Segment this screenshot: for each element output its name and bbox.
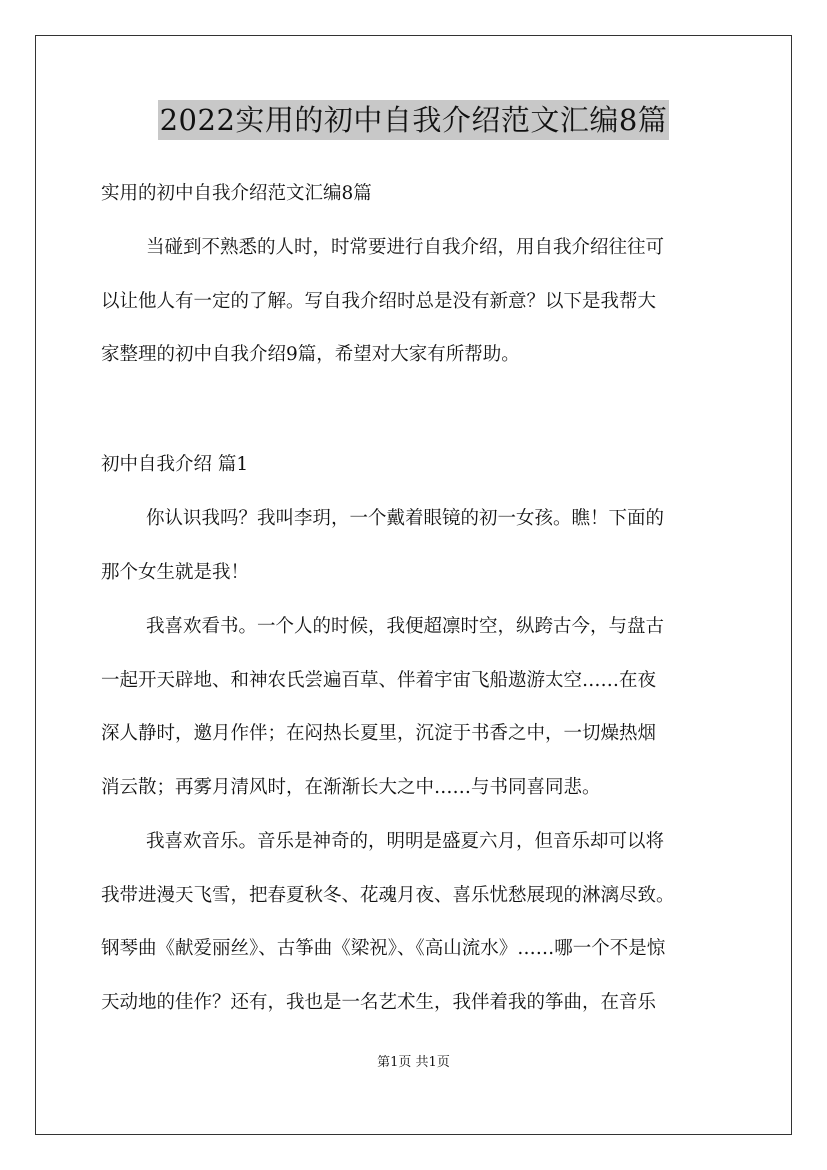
document-subtitle (101, 167, 741, 221)
body-paragraph-2 (101, 600, 741, 814)
subtitle-text: 实用的初中自我介绍范文汇编8篇 (101, 183, 372, 204)
page-footer (0, 1053, 827, 1073)
paragraph-line: 我喜欢看书。一个人的时候，我便超凛时空，纵跨古今，与盘古 (146, 616, 665, 637)
body-paragraph-1 (101, 492, 741, 599)
paragraph-line: 当碰到不熟悉的人时，时常要进行自我介绍，用自我介绍往往可 (146, 237, 665, 258)
paragraph-line: 深人静时，邀月作伴；在闷热长夏里，沉淀于书香之中，一切燥热烟 (101, 723, 657, 745)
paragraph-line: 一起开天辟地、和神农氏尝遍百草、伴着宇宙飞船遨游太空……在夜 (101, 669, 657, 691)
page-number: 第1页 共1页 (377, 1055, 450, 1070)
paragraph-line: 我带进漫天飞雪，把春夏秋冬、花魂月夜、喜乐忧愁展现的淋漓尽致。 (101, 884, 675, 906)
document-title: 2022实用的初中自我介绍范文汇编8篇 (158, 100, 670, 140)
intro-paragraph (101, 221, 741, 382)
title-container (0, 100, 827, 140)
paragraph-line: 以让他人有一定的了解。写自我介绍时总是没有新意？以下是我帮大 (101, 290, 657, 312)
paragraph-line: 消云散；再雾月清风时，在渐渐长大之中……与书同喜同悲。 (101, 776, 601, 798)
paragraph-line: 天动地的佳作？还有，我也是一名艺术生，我伴着我的筝曲，在音乐 (101, 991, 657, 1013)
paragraph-line: 家整理的初中自我介绍9篇，希望对大家有所帮助。 (101, 344, 520, 366)
body-paragraph-3 (101, 815, 741, 1029)
section-heading-text: 初中自我介绍 篇1 (101, 454, 249, 475)
paragraph-line: 你认识我吗？我叫李玥，一个戴着眼镜的初一女孩。瞧！下面的 (146, 508, 665, 529)
section-heading (101, 438, 741, 492)
paragraph-line: 钢琴曲《献爱丽丝》、古筝曲《梁祝》、《高山流水》……哪一个不是惊 (101, 938, 666, 960)
paragraph-line: 我喜欢音乐。音乐是神奇的，明明是盛夏六月，但音乐却可以将 (146, 831, 665, 852)
paragraph-line: 那个女生就是我！ (101, 561, 250, 583)
